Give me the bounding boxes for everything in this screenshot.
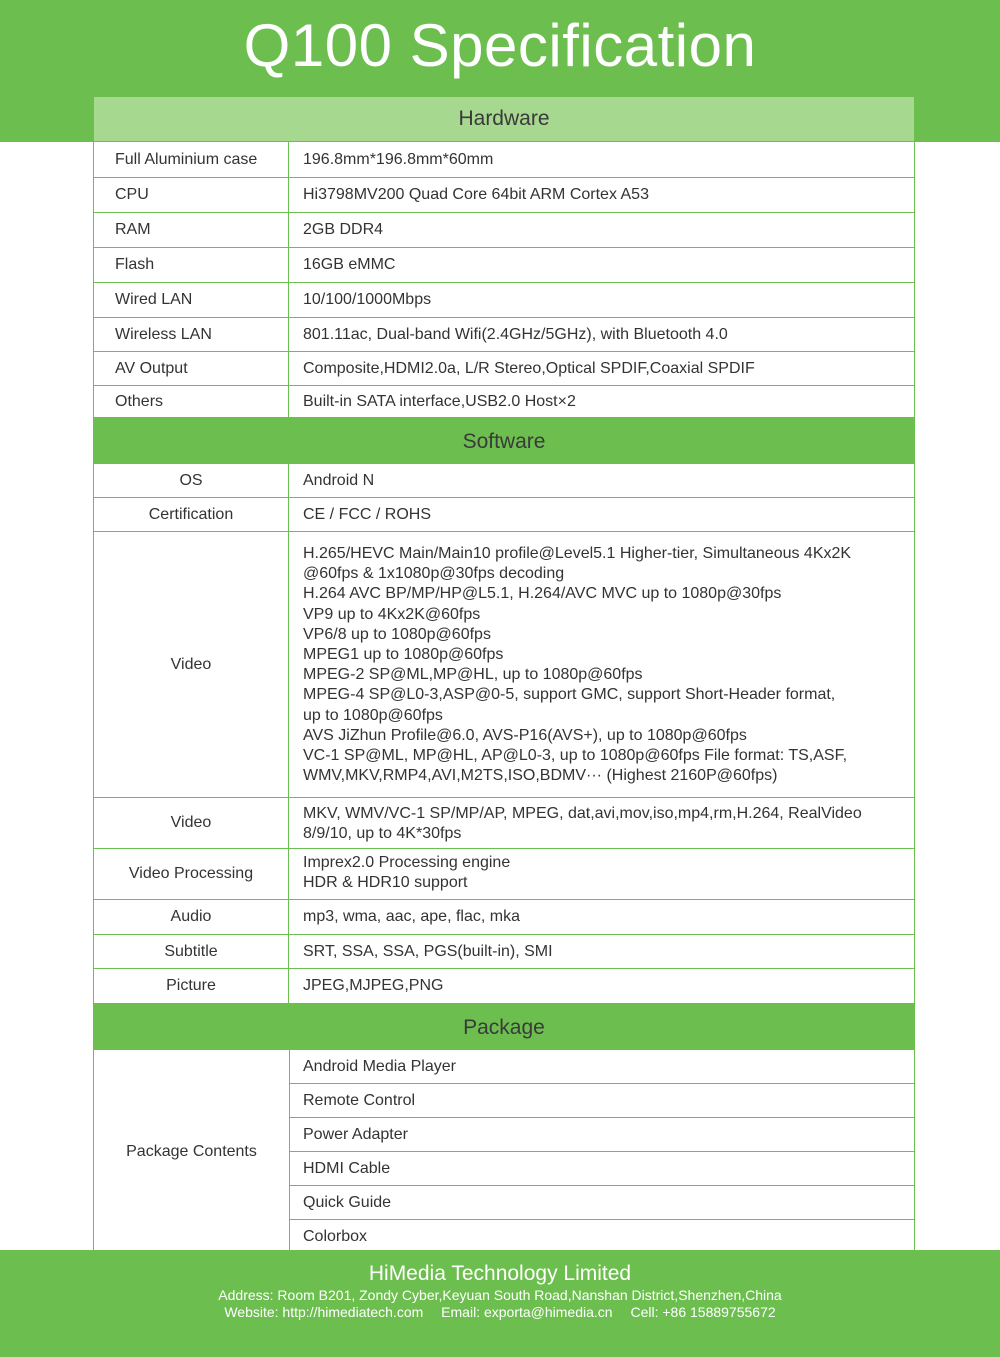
package-list <box>290 1050 914 1254</box>
spec-line: MPEG-4 SP@L0-3,ASP@0-5, support GMC, support Short-Header format, <box>303 686 836 704</box>
spec-value: 801.11ac, Dual-band Wifi(2.4GHz/5GHz), with Bluetooth 4.0 <box>303 325 728 343</box>
page-title: Q100 Specification <box>243 12 757 79</box>
spec-value: SRT, SSA, SSA, PGS(built-in), SMI <box>303 942 553 960</box>
spec-value: 2GB DDR4 <box>303 221 384 238</box>
spec-line: WMV,MKV,RMP4,AVI,M2TS,ISO,BDMV··· (Highest 2160P@60fps) <box>303 767 778 785</box>
contact-line <box>0 1304 1000 1321</box>
company-name: HiMedia Technology Limited <box>368 1262 632 1285</box>
spec-line: VP9 up to 4Kx2K@60fps <box>303 605 481 623</box>
spec-label: Certification <box>94 498 289 531</box>
spec-row-flash <box>94 247 914 282</box>
package-item: Quick Guide <box>290 1186 914 1220</box>
footer <box>0 1250 1000 1357</box>
spec-value: CE / FCC / ROHS <box>303 505 432 523</box>
spec-value: 10/100/1000Mbps <box>303 291 432 308</box>
company-address: Address: Room B201, Zondy Cyber,Keyuan South Road,Nanshan District,Shenzhen,China <box>218 1287 782 1303</box>
spec-table <box>93 97 915 1254</box>
spec-label: Wireless LAN <box>94 318 289 351</box>
spec-value: Built-in SATA interface,USB2.0 Host×2 <box>303 392 576 410</box>
spec-label: RAM <box>94 213 289 247</box>
spec-label: Wired LAN <box>94 283 289 317</box>
spec-row-video-formats <box>94 797 914 848</box>
spec-line: MPEG-2 SP@ML,MP@HL, up to 1080p@60fps <box>303 666 643 684</box>
spec-value-multiline <box>289 532 914 797</box>
spec-row-subtitle <box>94 934 914 968</box>
spec-value: Android N <box>303 471 375 489</box>
spec-line: HDR & HDR10 support <box>303 874 468 892</box>
package-item: Remote Control <box>290 1084 914 1118</box>
spec-line: AVS JiZhun Profile@6.0, AVS-P16(AVS+), up to 1080p@60fps <box>303 726 747 744</box>
spec-label: Audio <box>94 900 289 934</box>
package-item: Power Adapter <box>290 1118 914 1152</box>
section-heading-hardware: Hardware <box>94 97 914 141</box>
spec-label: CPU <box>94 178 289 212</box>
spec-line: H.264 AVC BP/MP/HP@L5.1, H.264/AVC MVC up to 1080p@30fps <box>303 585 782 603</box>
package-contents <box>94 1049 914 1254</box>
spec-row-ram <box>94 212 914 247</box>
spec-label: Picture <box>94 969 289 1003</box>
spec-label: Subtitle <box>94 935 289 968</box>
spec-row-cpu <box>94 177 914 212</box>
spec-value: mp3, wma, aac, ape, flac, mka <box>303 908 520 925</box>
section-heading-software: Software <box>94 417 914 463</box>
package-item: HDMI Cable <box>290 1152 914 1186</box>
package-item: Android Media Player <box>290 1050 914 1084</box>
spec-line: VP6/8 up to 1080p@60fps <box>303 625 491 643</box>
spec-row-case <box>94 141 914 177</box>
section-heading-package: Package <box>94 1003 914 1049</box>
spec-label: Full Aluminium case <box>94 142 289 177</box>
spec-line: H.265/HEVC Main/Main10 profile@Level5.1 Higher-tier, Simultaneous 4Kx2K <box>303 545 852 562</box>
spec-row-video-decoding <box>94 531 914 797</box>
spec-line: VC-1 SP@ML, MP@HL, AP@L0-3, up to 1080p@60fps File format: TS,ASF, <box>303 747 848 765</box>
cell-number: Cell: +86 15889755672 <box>630 1304 776 1320</box>
package-item: Colorbox <box>303 1228 368 1245</box>
spec-value: 196.8mm*196.8mm*60mm <box>303 150 494 168</box>
spec-line: Imprex2.0 Processing engine <box>303 854 511 871</box>
spec-value-multiline <box>289 798 914 848</box>
email-link[interactable]: Email: exporta@himedia.cn <box>441 1304 613 1320</box>
spec-row-picture <box>94 968 914 1003</box>
spec-label: AV Output <box>94 352 289 385</box>
spec-line: MPEG1 up to 1080p@60fps <box>303 646 504 664</box>
spec-label: Flash <box>94 248 289 282</box>
spec-label: Others <box>94 386 289 417</box>
spec-line: MKV, WMV/VC-1 SP/MP/AP, MPEG, dat,avi,mov,iso,mp4,rm,H.264, RealVideo <box>303 805 862 822</box>
spec-label: Video <box>94 798 289 848</box>
spec-line: 8/9/10, up to 4K*30fps <box>303 825 462 843</box>
spec-row-av-output <box>94 351 914 385</box>
spec-label: OS <box>94 464 289 497</box>
spec-line: up to 1080p@60fps <box>303 706 443 724</box>
spec-row-others <box>94 385 914 417</box>
spec-value: Hi3798MV200 Quad Core 64bit ARM Cortex A53 <box>303 186 649 203</box>
spec-row-wired-lan <box>94 282 914 317</box>
spec-value: 16GB eMMC <box>303 256 396 273</box>
spec-value-multiline <box>289 849 914 899</box>
spec-label: Video <box>94 532 289 797</box>
spec-label: Video Processing <box>94 849 289 899</box>
spec-line: @60fps & 1x1080p@30fps decoding <box>303 565 565 583</box>
package-label: Package Contents <box>94 1050 290 1254</box>
spec-row-os <box>94 463 914 497</box>
spec-row-audio <box>94 899 914 934</box>
spec-row-wireless-lan <box>94 317 914 351</box>
spec-row-video-processing <box>94 848 914 899</box>
spec-value: Composite,HDMI2.0a, L/R Stereo,Optical SPDIF,Coaxial SPDIF <box>303 359 755 377</box>
website-link[interactable]: Website: http://himediatech.com <box>224 1304 424 1320</box>
spec-value: JPEG,MJPEG,PNG <box>303 977 444 994</box>
spec-row-certification <box>94 497 914 531</box>
